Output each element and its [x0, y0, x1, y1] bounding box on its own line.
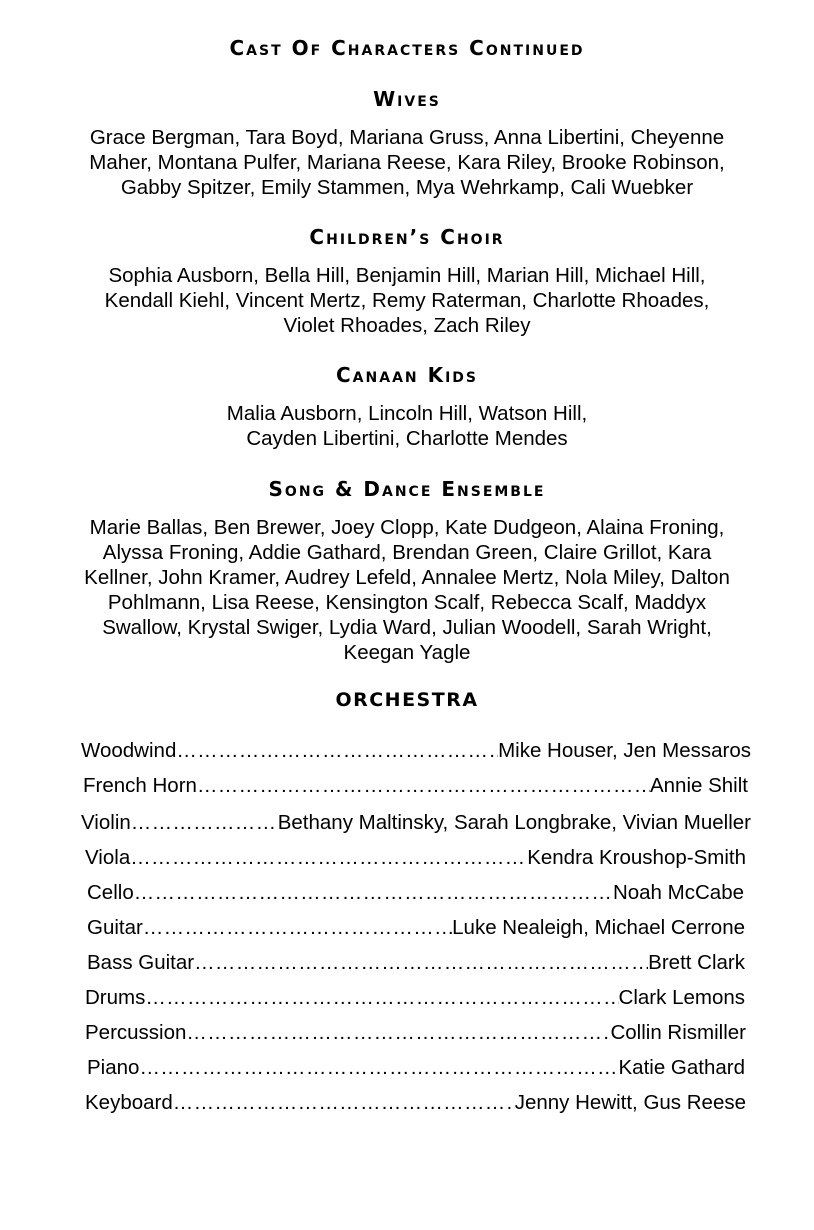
player-names: Katie Gathard [618, 1056, 745, 1079]
player-names: Clark Lemons [618, 986, 745, 1009]
name-line: Violet Rhoades, Zach Riley [283, 314, 531, 337]
section-heading-childrens-choir: Children’s Choir [309, 225, 505, 249]
orchestra-row-drums [85, 985, 745, 1010]
song-dance-names [40, 515, 774, 665]
section-heading-song-dance-ensemble: Song & Dance Ensemble [268, 477, 546, 501]
player-names: Kendra Kroushop-Smith [527, 846, 746, 869]
player-names: Luke Nealeigh, Michael Cerrone [452, 916, 745, 939]
name-line: Swallow, Krystal Swiger, Lydia Ward, Julian Woodell, Sarah Wright, [102, 616, 712, 639]
leader-dots [145, 985, 618, 1010]
orchestra-row-keyboard [85, 1090, 746, 1115]
orchestra-row-bass-guitar [87, 950, 745, 975]
instrument-label: Keyboard [85, 1091, 173, 1114]
player-names: Brett Clark [648, 951, 745, 974]
leader-dots [134, 880, 613, 905]
section-heading-orchestra: ORCHESTRA [335, 689, 479, 711]
orchestra-row-violin [81, 810, 751, 835]
instrument-label: Bass Guitar [87, 951, 195, 974]
orchestra-row-woodwind [81, 738, 751, 763]
leader-dots [173, 1090, 515, 1115]
instrument-label: French Horn [83, 774, 197, 797]
name-line: Gabby Spitzer, Emily Stammen, Mya Wehrkamp, Cali Wuebker [120, 176, 694, 199]
instrument-label: Percussion [85, 1021, 187, 1044]
name-line: Kellner, John Kramer, Audrey Lefeld, Annalee Mertz, Nola Miley, Dalton [84, 566, 730, 589]
childrens-choir-names [40, 263, 774, 338]
orchestra-row-guitar [87, 915, 745, 940]
page-title: Cast Of Characters Continued [229, 36, 585, 60]
leader-dots [131, 810, 278, 835]
player-names: Bethany Maltinsky, Sarah Longbrake, Vivian Mueller [277, 811, 751, 834]
instrument-label: Drums [85, 986, 146, 1009]
section-heading-canaan-kids: Canaan Kids [336, 363, 478, 387]
orchestra-row-french-horn [83, 773, 748, 798]
leader-dots [176, 738, 498, 763]
name-line: Cayden Libertini, Charlotte Mendes [246, 427, 568, 450]
leader-dots [197, 773, 650, 798]
player-names: Jenny Hewitt, Gus Reese [514, 1091, 746, 1114]
orchestra-row-viola [85, 845, 746, 870]
orchestra-row-percussion [85, 1020, 746, 1045]
player-names: Noah McCabe [612, 881, 744, 904]
name-line: Kendall Kiehl, Vincent Mertz, Remy Raterman, Charlotte Rhoades, [104, 289, 710, 312]
orchestra-row-cello [87, 880, 744, 905]
name-line: Keegan Yagle [343, 641, 471, 664]
leader-dots [130, 845, 527, 870]
leader-dots [139, 1055, 618, 1080]
name-line: Malia Ausborn, Lincoln Hill, Watson Hill, [226, 402, 588, 425]
name-line: Grace Bergman, Tara Boyd, Mariana Gruss, Anna Libertini, Cheyenne [89, 126, 725, 149]
canaan-kids-names [40, 401, 774, 451]
instrument-label: Cello [87, 881, 134, 904]
name-line: Sophia Ausborn, Bella Hill, Benjamin Hill, Marian Hill, Michael Hill, [108, 264, 706, 287]
instrument-label: Piano [87, 1056, 140, 1079]
leader-dots [186, 1020, 610, 1045]
name-line: Maher, Montana Pulfer, Mariana Reese, Kara Riley, Brooke Robinson, [89, 151, 725, 174]
leader-dots [194, 950, 648, 975]
section-heading-wives: Wives [373, 87, 441, 111]
player-names: Collin Rismiller [610, 1021, 746, 1044]
player-names: Mike Houser, Jen Messaros [498, 739, 751, 762]
name-line: Marie Ballas, Ben Brewer, Joey Clopp, Kate Dudgeon, Alaina Froning, [89, 516, 725, 539]
orchestra-row-piano [87, 1055, 745, 1080]
instrument-label: Woodwind [81, 739, 177, 762]
player-names: Annie Shilt [649, 774, 748, 797]
leader-dots [143, 915, 452, 940]
name-line: Alyssa Froning, Addie Gathard, Brendan Green, Claire Grillot, Kara [102, 541, 712, 564]
instrument-label: Violin [81, 811, 131, 834]
name-line: Pohlmann, Lisa Reese, Kensington Scalf, Rebecca Scalf, Maddyx [107, 591, 707, 614]
instrument-label: Viola [85, 846, 131, 869]
instrument-label: Guitar [87, 916, 143, 939]
wives-names [40, 125, 774, 200]
